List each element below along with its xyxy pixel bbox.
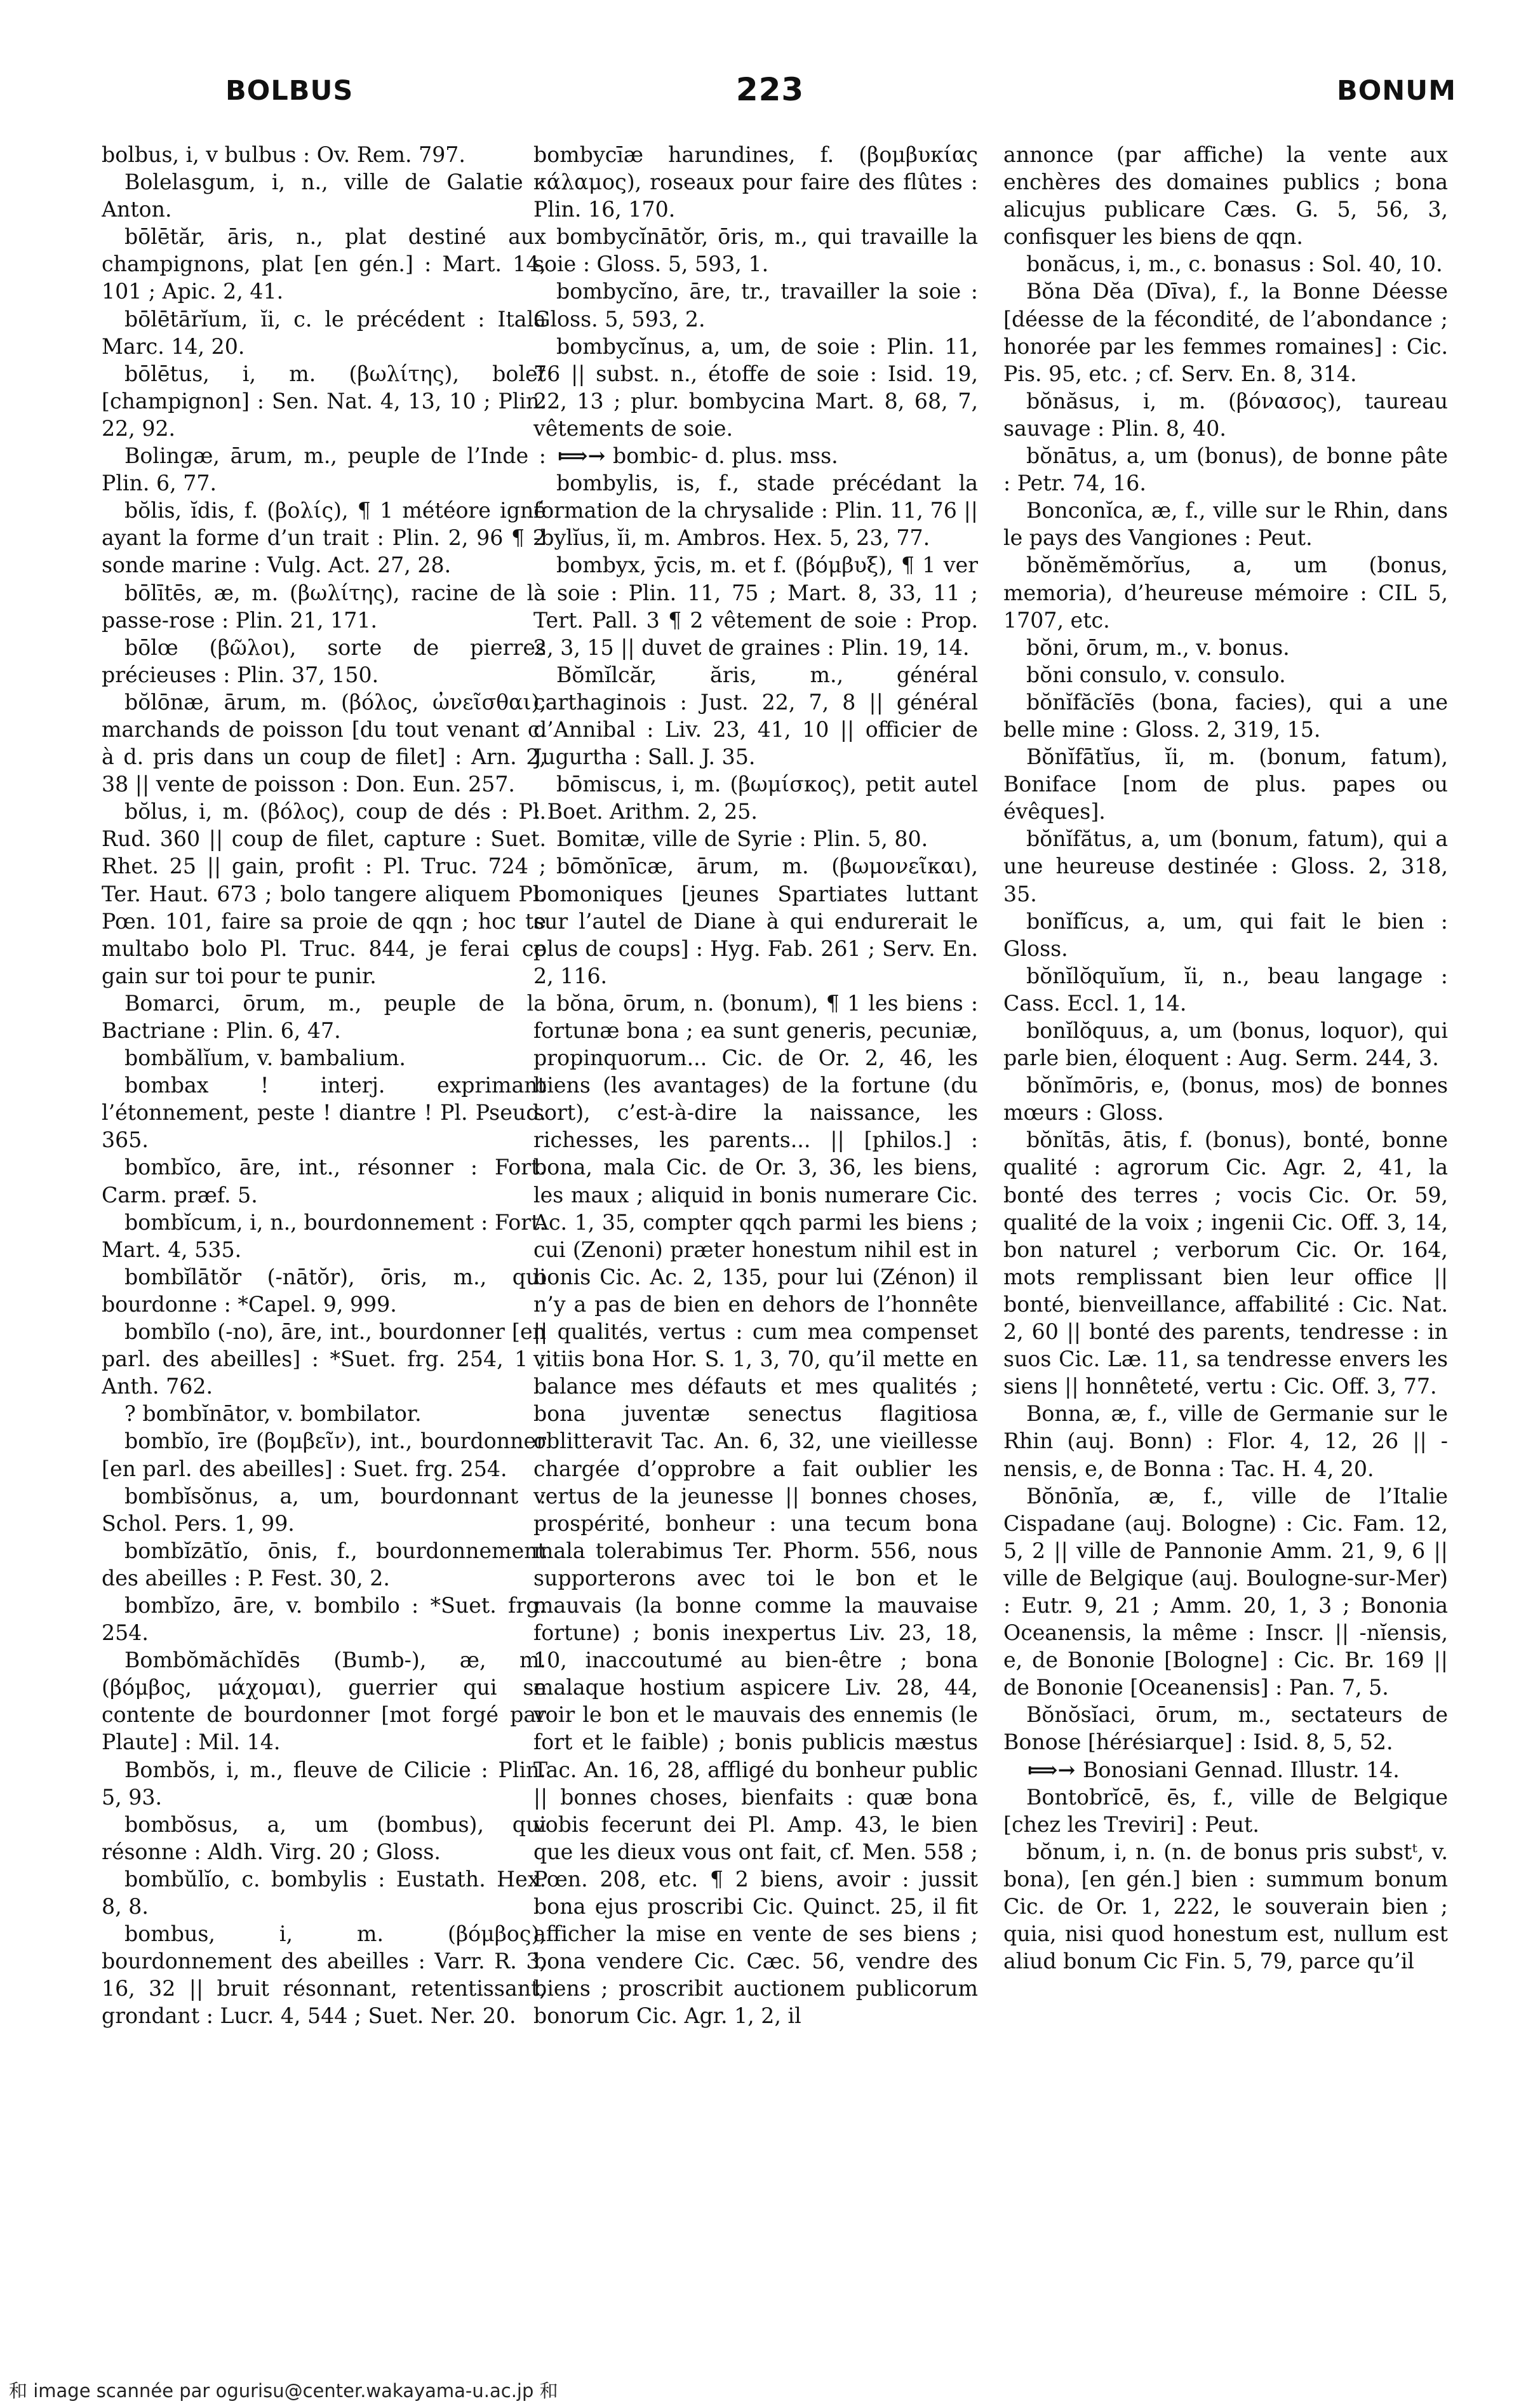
dictionary-entry: bonăcus, i, m., c. bonasus : Sol. 40, 10. (1026, 252, 1443, 277)
dictionary-entry: bombĭlo (-no), āre, int., bourdonner [en parl. des abeilles] : *Suet. frg. 254, 1 ; Anth. 762. (102, 1319, 546, 1399)
dictionary-entry: ⟾→ bombic- d. plus. mss. (533, 442, 978, 469)
dictionary-entry: Bomitæ, ville de Syrie : Plin. 5, 80. (556, 826, 928, 852)
dictionary-entry: Bŏnŏsĭaci, ōrum, m., sectateurs de Bonose [hérésiarque] : Isid. 8, 5, 52. (1003, 1702, 1448, 1755)
dictionary-entry: Bontobrĭcē, ēs, f., ville de Belgique [chez les Treviri] : Peut. (1003, 1784, 1448, 1837)
dictionary-entry: bŏni consulo, v. consulo. (1026, 662, 1286, 687)
dictionary-entry: Bŏmĭlcăr, ăris, m., général carthaginois : Just. 22, 7, 8 || général d’Annibal : Liv. 23, 41, 10 || officier de Jugurtha : Sall. J. 35. (533, 662, 978, 770)
dictionary-entry: annonce (par affiche) la vente aux enchères des domaines publics ; bona alicujus publicare Cæs. G. 5, 56, 3, confisquer les biens de qqn. (1003, 142, 1448, 250)
dictionary-entry: bōlētăr, āris, n., plat destiné aux champignons, plat [en gén.] : Mart. 14, 101 ; Apic. 2, 41. (102, 224, 546, 304)
running-head-right: BONUM (1336, 75, 1456, 107)
dictionary-entry: bŏlis, ĭdis, f. (βολίς), ¶ 1 météore igné ayant la forme d’un trait : Plin. 2, 96 ¶ 2 sonde marine : Vulg. Act. 27, 28. (102, 498, 546, 578)
dictionary-entry: bŏnĭfătus, a, um (bonum, fatum), qui a une heureuse destinée : Gloss. 2, 318, 35. (1003, 826, 1448, 906)
dictionary-entry: bŏnātus, a, um (bonus), de bonne pâte : Petr. 74, 16. (1003, 443, 1448, 496)
dictionary-entry: bombĭlātŏr (-nātŏr), ōris, m., qui bourdonne : *Capel. 9, 999. (102, 1264, 546, 1317)
dictionary-entry: bombycĭno, āre, tr., travailler la soie : Gloss. 5, 593, 2. (533, 279, 978, 332)
dictionary-entry: bŏnĭmōris, e, (bonus, mos) de bonnes mœurs : Gloss. (1003, 1073, 1448, 1126)
dictionary-entry: Bŏnōnĭa, æ, f., ville de l’Italie Cispadane (auj. Bologne) : Cic. Fam. 12, 5, 2 || ville de Pannonie Amm. 21, 9, 6 || ville de Belgique (auj. Boulogne-sur-Mer) : Eutr. 9, 21 ; Amm. 20, 1, 3 ; Bononia Oceanensis, la même : Inscr. || -nĭensis, e, de Bononie [Bologne] : Cic. Br. 169 || de Bononie [Oceanensis] : Pan. 7, 5. (1003, 1483, 1448, 1700)
dictionary-entry: bombus, i, m. (βόμβος), bourdonnement des abeilles : Varr. R. 3, 16, 32 || bruit résonnant, retentissant, grondant : Lucr. 4, 544 ; Suet. Ner. 20. (102, 1921, 546, 2029)
dictionary-entry: bombŭlĭo, c. bombylis : Eustath. Hex. 8, 8. (102, 1866, 546, 1919)
dictionary-entry: bonĭfĭcus, a, um, qui fait le bien : Gloss. (1003, 908, 1448, 961)
dictionary-entry: bombălĭum, v. bambalium. (124, 1045, 406, 1071)
dictionary-entry: Bombŏmăchĭdēs (Bumb-), æ, m. (βόμβος, μάχομαι), guerrier qui se contente de bourdonner [mot forgé par Plaute] : Mil. 14. (102, 1648, 546, 1755)
dictionary-entry: bŏni, ōrum, m., v. bonus. (1026, 635, 1290, 660)
dictionary-entry: bŏnĭtās, ātis, f. (bonus), bonté, bonne qualité : agrorum Cic. Agr. 2, 41, la bonté des terres ; vocis Cic. Or. 59, qualité de la voix ; ingenii Cic. Off. 3, 14, bon naturel ; verborum Cic. Or. 164, mots remplissant bien leur office || bonté, bienveillance, affabilité : Cic. Nat. 2, 60 || bonté des parents, tendresse : in suos Cic. Læ. 11, sa tendresse envers les siens || honnêteté, vertu : Cic. Off. 3, 77. (1003, 1127, 1448, 1399)
column-2 (533, 141, 978, 2377)
dictionary-entry: bŏnăsus, i, m. (βόνασος), taureau sauvage : Plin. 8, 40. (1003, 388, 1448, 441)
dictionary-entry: Bonconĭca, æ, f., ville sur le Rhin, dans le pays des Vangiones : Peut. (1003, 498, 1448, 551)
dictionary-entry: Bolelasgum, i, n., ville de Galatie : Anton. (102, 170, 546, 222)
dictionary-entry: bombĭcum, i, n., bourdonnement : Fort. Mart. 4, 535. (102, 1209, 546, 1262)
dictionary-entry: bombĭzātĭo, ōnis, f., bourdonnement des abeilles : P. Fest. 30, 2. (102, 1538, 546, 1590)
dictionary-entry: Bŏna Dĕa (Dīva), f., la Bonne Déesse [déesse de la fécondité, de l’abondance ; honorée par les femmes romaines] : Cic. Pis. 95, etc. ; cf. Serv. En. 8, 314. (1003, 279, 1448, 386)
dictionary-entry: bōmiscus, i, m. (βωμίσκος), petit autel : Boet. Arithm. 2, 25. (533, 772, 978, 824)
scan-credit: 和 image scannée par ogurisu@center.wakayama-u.ac.jp 和 (9, 2380, 558, 2402)
dictionary-entry: bōlœ (βῶλοι), sorte de pierres précieuses : Plin. 37, 150. (102, 635, 546, 687)
dictionary-entry: ⟾→ Bonosiani Gennad. Illustr. 14. (1003, 1756, 1448, 1784)
column-1 (102, 141, 546, 2377)
dictionary-entry: bōlītēs, æ, m. (βωλίτης), racine de la passe-rose : Plin. 21, 171. (102, 580, 546, 633)
dictionary-entry: bŏlōnæ, ārum, m. (βόλος, ὠνεῖσθαι), marchands de poisson [du tout venant c. à d. pris dans un coup de filet] : Arn. 2, 38 || vente de poisson : Don. Eun. 257. (102, 689, 546, 797)
dictionary-entry: Bombŏs, i, m., fleuve de Cilicie : Plin. 5, 93. (102, 1757, 546, 1810)
dictionary-entry: Bŏnĭfātĭus, ĭi, m. (bonum, fatum), Boniface [nom de plus. papes ou évêques]. (1003, 744, 1448, 824)
dictionary-entry: bolbus, i, v bulbus : Ov. Rem. 797. (102, 142, 465, 167)
dictionary-entry: bombŏsus, a, um (bombus), qui résonne : Aldh. Virg. 20 ; Gloss. (102, 1811, 546, 1864)
dictionary-entry: bōmŏnīcæ, ārum, m. (βωμονεῖκαι), bomoniques [jeunes Spartiates luttant sur l’autel de Diane à qui endurerait le plus de coups] : Hyg. Fab. 261 ; Serv. En. 2, 116. (533, 854, 978, 988)
page-number: 223 (735, 71, 805, 108)
dictionary-entry: bŏlus, i, m. (βόλος), coup de dés : Pl. Rud. 360 || coup de filet, capture : Suet. Rhet. 25 || gain, profit : Pl. Truc. 724 ; Ter. Haut. 673 ; bolo tangere aliquem Pl. Pœn. 101, faire sa proie de qqn ; hoc te multabo bolo Pl. Truc. 844, je ferai ce gain sur toi pour te punir. (102, 799, 546, 988)
dictionary-entry: bōlētārĭum, ĭi, c. le précédent : Itala Marc. 14, 20. (102, 306, 546, 359)
dictionary-entry: bombĭsŏnus, a, um, bourdonnant : Schol. Pers. 1, 99. (102, 1483, 546, 1536)
dictionary-entry: Bomarci, ōrum, m., peuple de la Bactriane : Plin. 6, 47. (102, 990, 546, 1043)
dictionary-entry: bombĭo, īre (βομβεῖν), int., bourdonner [en parl. des abeilles] : Suet. frg. 254. (102, 1428, 546, 1481)
dictionary-entry: bombyx, ȳcis, m. et f. (βόμβυξ), ¶ 1 ver à soie : Plin. 11, 75 ; Mart. 8, 33, 11 ; Tert. Pall. 3 ¶ 2 vêtement de soie : Prop. 2, 3, 15 || duvet de graines : Plin. 19, 14. (533, 553, 978, 660)
dictionary-entry: bŏna, ōrum, n. (bonum), ¶ 1 les biens : fortunæ bona ; ea sunt generis, pecuniæ, propinquorum... Cic. de Or. 2, 46, les biens (les avantages) de la fortune (du sort), c’est-à-dire la naissance, les richesses, les parents... || [philos.] : bona, mala Cic. de Or. 3, 36, les biens, les maux ; aliquid in bonis numerare Cic. Ac. 1, 35, compter qqch parmi les biens ; cui (Zenoni) præter honestum nihil est in bonis Cic. Ac. 2, 135, pour lui (Zénon) il n’y a pas de bien en dehors de l’honnête || qualités, vertus : cum mea compenset vitiis bona Hor. S. 1, 3, 70, qu’il mette en balance mes défauts et mes qualités ; bona juventæ senectus flagitiosa oblitteravit Tac. An. 6, 32, une vieillesse chargée d’opprobre a fait oublier les vertus de la jeunesse || bonnes choses, prospérité, bonheur : una tecum bona mala tolerabimus Ter. Phorm. 556, nous supporterons avec toi le bon et le mauvais (la bonne comme la mauvaise fortune) ; bonis inexpertus Liv. 23, 18, 10, inaccoutumé au bien-être ; bona malaque hostium aspicere Liv. 28, 44, voir le bon et le mauvais des ennemis (le fort et le faible) ; bonis publicis mæstus Tac. An. 16, 28, affligé du bonheur public || bonnes choses, bienfaits : quæ bona vobis fecerunt dei Pl. Amp. 43, le bien que les dieux vous ont fait, cf. Men. 558 ; Pœn. 208, etc. ¶ 2 biens, avoir : jussit bona ejus proscribi Cic. Quinct. 25, il fit afficher la mise en vente de ses biens ; bona vendere Cic. Cæc. 56, vendre des biens ; proscribit auctionem publicorum bonorum Cic. Agr. 1, 2, il (533, 990, 978, 2029)
dictionary-entry: bonĭlŏquus, a, um (bonus, loquor), qui parle bien, éloquent : Aug. Serm. 244, 3. (1003, 1018, 1448, 1071)
running-head-left: BOLBUS (225, 75, 354, 107)
column-3 (1003, 141, 1448, 2377)
dictionary-entry: Bolingæ, ārum, m., peuple de l’Inde : Plin. 6, 77. (102, 443, 546, 496)
dictionary-entry: bombylis, is, f., stade précédant la formation de la chrysalide : Plin. 11, 76 || -bylĭus, ĭi, m. Ambros. Hex. 5, 23, 77. (533, 471, 978, 551)
dictionary-entry: bōlētus, i, m. (βωλίτης), bolet [champignon] : Sen. Nat. 4, 13, 10 ; Plin. 22, 92. (102, 361, 546, 441)
dictionary-entry: bŏnĭlŏquĭum, ĭi, n., beau langage : Cass. Eccl. 1, 14. (1003, 963, 1448, 1016)
dictionary-entry: bombĭco, āre, int., résonner : Fort. Carm. præf. 5. (102, 1155, 546, 1207)
dictionary-entry: bombycĭnātŏr, ōris, m., qui travaille la soie : Gloss. 5, 593, 1. (533, 224, 978, 277)
dictionary-entry: bombax ! interj. exprimant l’étonnement, peste ! diantre ! Pl. Pseud. 365. (102, 1073, 546, 1153)
dictionary-entry: bŏnĕmĕmŏrĭus, a, um (bonus, memoria), d’heureuse mémoire : CIL 5, 1707, etc. (1003, 553, 1448, 633)
dictionary-entry: Bonna, æ, f., ville de Germanie sur le Rhin (auj. Bonn) : Flor. 4, 12, 26 || -nensis, e, de Bonna : Tac. H. 4, 20. (1003, 1401, 1448, 1481)
dictionary-entry: bŏnum, i, n. (n. de bonus pris substᵗ, v. bona), [en gén.] bien : summum bonum Cic. de Or. 1, 222, le souverain bien ; quia, nisi quod honestum est, nullum est aliud bonum Cic Fin. 5, 79, parce qu’il (1003, 1839, 1448, 1974)
dictionary-entry: ? bombĭnātor, v. bombilator. (124, 1401, 422, 1427)
dictionary-entry: bombycĭnus, a, um, de soie : Plin. 11, 76 || subst. n., étoffe de soie : Isid. 19, 22, 13 ; plur. bombycina Mart. 8, 68, 7, vêtements de soie. (533, 333, 978, 441)
dictionary-entry: bombycīæ harundines, f. (βομβυκίας κάλαμος), roseaux pour faire des flûtes : Plin. 16, 170. (533, 142, 978, 222)
dictionary-entry: bŏnĭfăcĭēs (bona, facies), qui a une belle mine : Gloss. 2, 319, 15. (1003, 689, 1448, 742)
dictionary-entry: bombĭzo, āre, v. bombilo : *Suet. frg. 254. (102, 1592, 546, 1646)
